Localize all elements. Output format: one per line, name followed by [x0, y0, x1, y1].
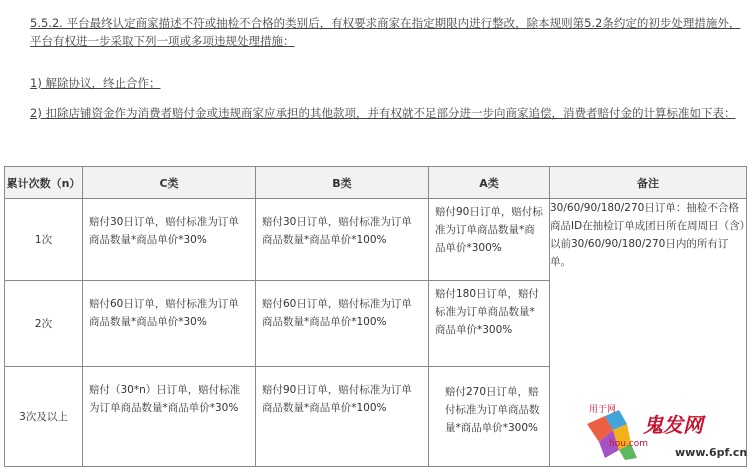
watermark-domain-text: hou.com — [609, 439, 648, 449]
row-count: 2次 — [5, 281, 83, 367]
measure-item-2 — [30, 104, 735, 122]
table-header-row — [5, 167, 747, 199]
watermark-small-text: 用于网 — [589, 405, 617, 415]
header-class-b: B类 — [256, 167, 429, 199]
cell-b — [256, 199, 429, 281]
cell-c-text: 赔付60日订单，赔付标准为订单商品数量*商品单价*30% — [89, 298, 239, 328]
cell-b — [256, 367, 429, 467]
header-remark: 备注 — [550, 167, 747, 199]
row-count: 1次 — [5, 199, 83, 281]
header-class-a: A类 — [429, 167, 550, 199]
table-row — [5, 199, 747, 281]
measure-item-1-text: 1) 解除协议，终止合作； — [30, 76, 161, 90]
goat-logo-icon — [587, 410, 637, 460]
row-count: 3次及以上 — [5, 367, 83, 467]
cell-c — [83, 367, 256, 467]
cell-b-text: 赔付30日订单，赔付标准为订单商品数量*商品单价*100% — [262, 216, 412, 246]
cell-c-text: 赔付（30*n）日订单，赔付标准为订单商品数量*商品单价*30% — [89, 384, 241, 414]
cell-a-text: 赔付180日订单，赔付标准为订单商品数量*商品单价*300% — [435, 288, 540, 336]
measure-item-1 — [30, 74, 160, 92]
cell-c-text: 赔付30日订单，赔付标准为订单商品数量*商品单价*30% — [89, 216, 239, 246]
cell-a — [429, 199, 550, 281]
header-count: 累计次数（n） — [5, 167, 83, 199]
measure-item-2-text: 2) 扣除店铺资金作为消费者赔付金或违规商家应承担的其他款项，并有权就不足部分进一步向商家追偿，消费者赔付金的计算标准如下表： — [30, 106, 736, 120]
intro-text: 5.5.2. 平台最终认定商家描述不符或抽检不合格的类别后，有权要求商家在指定期限内进行整改，除本规则第5.2条约定的初步处理措施外，平台有权进一步采取下列一项或多项违规处理措施： — [30, 16, 741, 48]
cell-a-text: 赔付270日订单，赔付标准为订单商品数量*商品单价*300% — [445, 386, 540, 434]
watermark-url-text: www.6pf.cn — [675, 446, 748, 459]
watermark-logo — [579, 402, 749, 462]
cell-b-text: 赔付90日订单，赔付标准为订单商品数量*商品单价*100% — [262, 384, 412, 414]
cell-b — [256, 281, 429, 367]
cell-a — [429, 367, 550, 467]
remark-cell: 30/60/90/180/270日订单：抽检不合格商品ID在抽检订单成团日所在周周日（含）以前30/60/90/180/270日内的所有订单。 — [550, 199, 747, 467]
header-class-c: C类 — [83, 167, 256, 199]
cell-a-text: 赔付90日订单，赔付标准为订单商品数量*商品单价*300% — [435, 206, 543, 254]
cell-b-text: 赔付60日订单，赔付标准为订单商品数量*商品单价*100% — [262, 298, 412, 328]
cell-c — [83, 199, 256, 281]
watermark-brand-text: 鬼发网 — [643, 413, 703, 437]
cell-c — [83, 281, 256, 367]
intro-paragraph — [30, 14, 750, 50]
cell-a — [429, 281, 550, 367]
